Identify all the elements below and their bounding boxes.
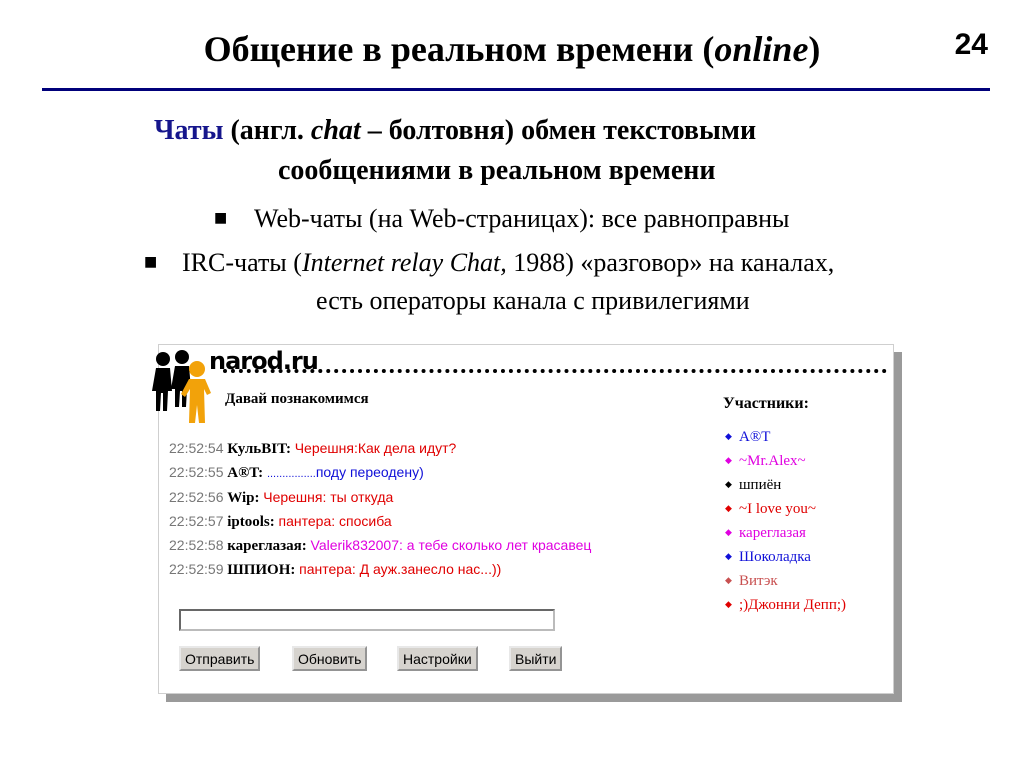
member-item[interactable] — [725, 449, 846, 473]
chat-message — [169, 558, 591, 582]
message-time: 22:52:57 — [169, 513, 224, 529]
title-divider — [42, 88, 990, 91]
member-name: шпиён — [739, 477, 782, 493]
message-time: 22:52:58 — [169, 537, 224, 553]
irc-part2: 1988) «разговор» на каналах, — [506, 248, 835, 277]
chat-def-part1: (англ. — [223, 115, 311, 146]
chat-message — [169, 486, 591, 510]
title-text: Общение в реальном времени ( — [203, 29, 715, 69]
message-input[interactable] — [179, 609, 555, 631]
message-time: 22:52:59 — [169, 561, 224, 577]
irc-chats-item-cont: есть операторы канала с привилегиями — [316, 286, 750, 315]
message-text: Valerik832007: а тебе сколько лет красавец — [310, 537, 592, 553]
member-name: Шоколадка — [739, 549, 811, 565]
message-nick[interactable]: A®T: — [227, 465, 264, 481]
message-nick[interactable]: кареглазая: — [227, 538, 307, 554]
members-list — [725, 425, 846, 617]
chat-message — [169, 437, 591, 461]
site-logo: narod.ru — [209, 347, 318, 375]
title-end: ) — [808, 29, 821, 69]
chat-en: chat — [310, 115, 361, 146]
slide-title — [0, 28, 1024, 70]
message-time: 22:52:56 — [169, 489, 224, 505]
chat-term: Чаты — [154, 115, 224, 146]
member-item[interactable] — [725, 497, 846, 521]
diamond-icon: ◆ — [725, 431, 732, 441]
message-text: пантера: спосиба — [278, 513, 392, 529]
settings-button[interactable]: Настройки — [397, 646, 478, 671]
diamond-icon: ◆ — [725, 575, 732, 585]
member-item[interactable] — [725, 545, 846, 569]
diamond-icon: ◆ — [725, 479, 732, 489]
chat-definition — [154, 115, 756, 147]
diamond-icon: ◆ — [725, 527, 732, 537]
chat-message — [169, 534, 591, 558]
member-name: Витэк — [739, 573, 778, 589]
room-name: Давай познакомимся — [225, 391, 369, 407]
bullet-square-icon: ■ — [214, 210, 228, 226]
member-item[interactable] — [725, 473, 846, 497]
member-name: ~Mr.Alex~ — [739, 453, 806, 469]
people-logo-icon — [149, 347, 215, 425]
message-time: 22:52:54 — [169, 440, 224, 456]
chat-message — [169, 461, 591, 486]
member-name: кареглазая — [739, 525, 806, 541]
member-name: ;)Джонни Депп;) — [739, 597, 847, 613]
web-chats-item: Web-чаты (на Web-страницах): все равноправны — [254, 204, 790, 233]
irc-chats-item — [182, 248, 834, 278]
title-italic: online — [714, 29, 809, 69]
member-item[interactable] — [725, 521, 846, 545]
bullet-square-icon: ■ — [144, 254, 158, 270]
message-text: Черешня:Как дела идут? — [294, 440, 457, 456]
exit-button[interactable]: Выйти — [509, 646, 562, 671]
irc-part1: IRC-чаты ( — [182, 248, 302, 277]
diamond-icon: ◆ — [725, 503, 732, 513]
chat-def-part2: – болтовня) обмен текстовыми — [360, 115, 757, 146]
message-time: 22:52:55 — [169, 464, 224, 480]
message-nick[interactable]: iptools: — [227, 514, 275, 530]
chat-definition-cont: сообщениями в реальном времени — [278, 155, 716, 186]
slide-number: 24 — [954, 28, 988, 61]
message-nick[interactable]: ШПИОН: — [227, 562, 296, 578]
chat-screenshot — [158, 344, 894, 694]
message-text: Черешня: ты откуда — [263, 489, 394, 505]
member-name: ~I love you~ — [739, 501, 817, 517]
diamond-icon: ◆ — [725, 551, 732, 561]
message-dots: ................ — [266, 468, 316, 480]
message-nick[interactable]: Wip: — [227, 490, 260, 506]
refresh-button[interactable]: Обновить — [292, 646, 367, 671]
irc-italic: Internet relay Chat, — [301, 248, 507, 277]
message-nick[interactable]: КульBIT: — [227, 441, 291, 457]
member-name: A®T — [739, 429, 771, 445]
message-text: поду переодену) — [315, 464, 424, 480]
chat-message — [169, 510, 591, 534]
dotted-divider — [223, 369, 887, 373]
member-item[interactable] — [725, 569, 846, 593]
diamond-icon: ◆ — [725, 599, 732, 609]
diamond-icon: ◆ — [725, 455, 732, 465]
send-button[interactable]: Отправить — [179, 646, 260, 671]
members-title: Участники: — [723, 395, 809, 412]
message-text: пантера: Д ауж.занесло нас...)) — [299, 561, 502, 577]
message-list — [169, 437, 591, 582]
member-item[interactable] — [725, 425, 846, 449]
member-item[interactable] — [725, 593, 846, 617]
